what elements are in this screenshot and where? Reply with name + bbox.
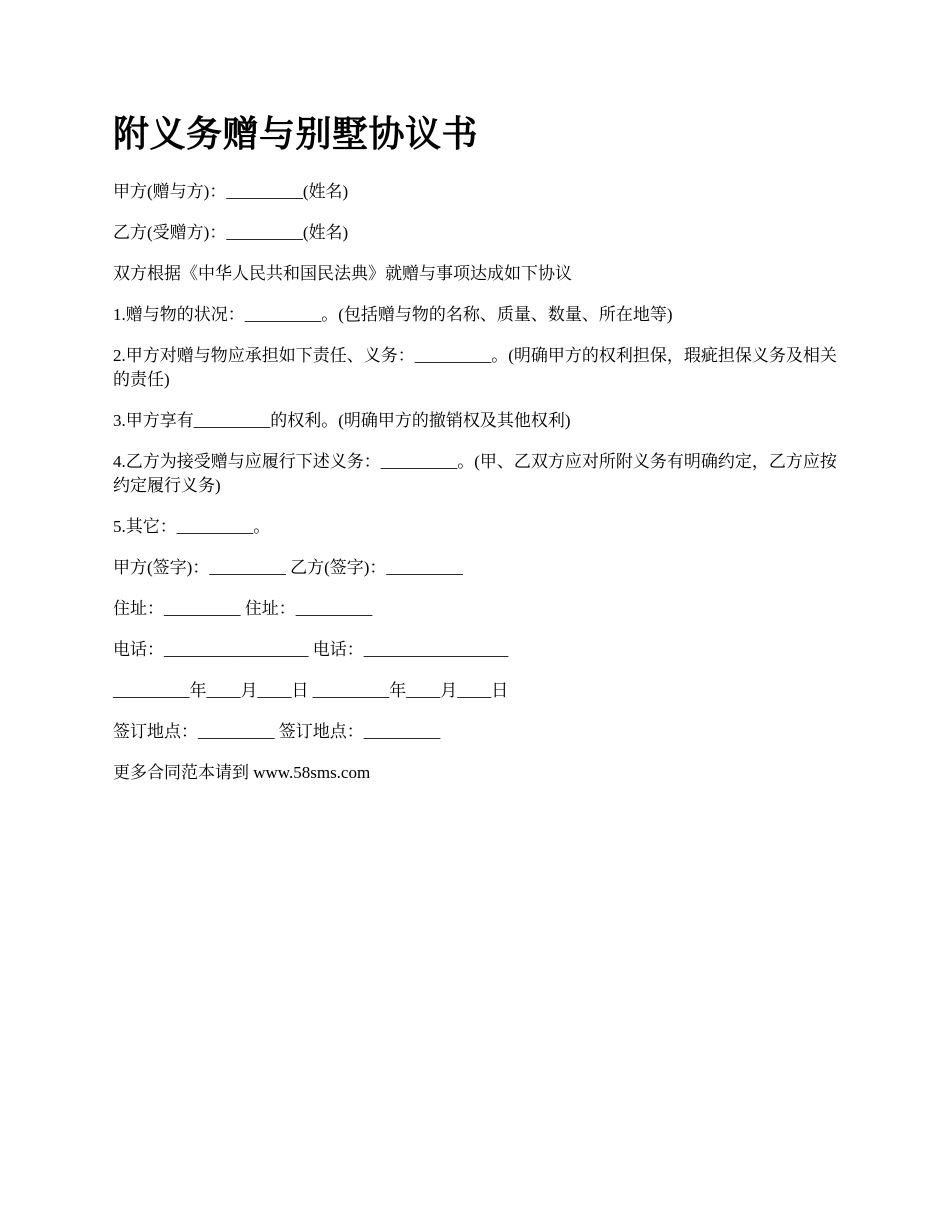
clause-2: 2.甲方对赠与物应承担如下责任、义务：_________。(明确甲方的权利担保，瑕疵担保义务及相关的责任) — [113, 346, 837, 389]
clause-4: 4.乙方为接受赠与应履行下述义务：_________。(甲、乙双方应对所附义务有明确约定，乙方应按约定履行义务) — [113, 452, 837, 495]
preamble-line: 双方根据《中华人民共和国民法典》就赠与事项达成如下协议 — [113, 264, 572, 283]
date-line: _________年____月____日 _________年____月____日 — [113, 681, 509, 700]
party-a-line: 甲方(赠与方)：_________(姓名) — [113, 182, 349, 201]
document-page — [113, 108, 838, 802]
phone-line: 电话：_________________ 电话：_________________ — [113, 640, 509, 659]
clause-1: 1.赠与物的状况：_________。(包括赠与物的名称、质量、数量、所在地等) — [113, 305, 673, 324]
clause-3: 3.甲方享有_________的权利。(明确甲方的撤销权及其他权利) — [113, 411, 571, 430]
signing-place-line: 签订地点：_________ 签订地点：_________ — [113, 722, 441, 741]
footer-note: 更多合同范本请到 www.58sms.com — [113, 763, 371, 782]
signature-line: 甲方(签字)：_________ 乙方(签字)：_________ — [113, 558, 463, 577]
party-b-line: 乙方(受赠方)：_________(姓名) — [113, 223, 349, 242]
clause-5: 5.其它：_________。 — [113, 517, 271, 536]
address-line: 住址：_________ 住址：_________ — [113, 599, 373, 618]
document-title: 附义务赠与别墅协议书 — [113, 114, 479, 154]
